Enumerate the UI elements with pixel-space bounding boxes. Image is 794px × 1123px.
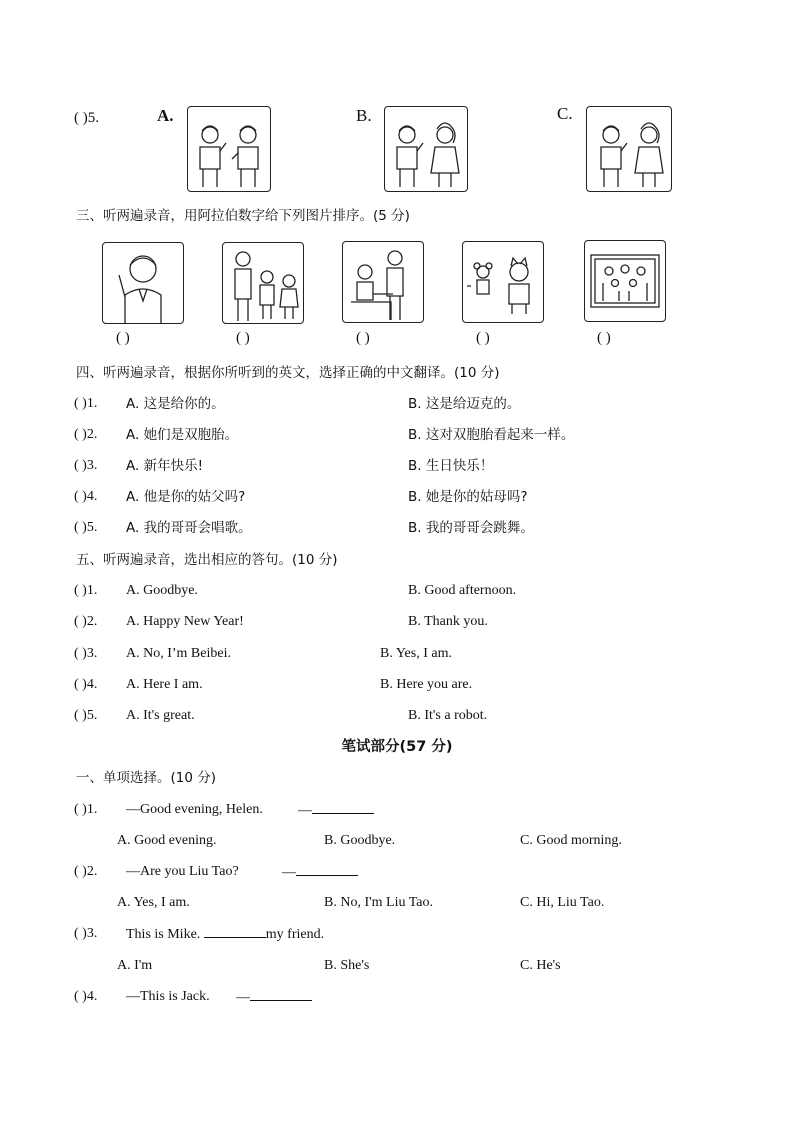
section3-image-1-boy-waving[interactable] [102,242,184,324]
section5-q3-option-a: A. No, I’m Beibei. [126,646,231,661]
written-q3-stem-pre: This is Mike. [126,927,201,942]
section3-image-2-man-with-children[interactable] [222,242,304,324]
written-q1-number[interactable]: ( )1. [74,802,98,817]
written-q1-answer-line[interactable] [298,801,374,820]
section4-q2-option-b: B. 这对双胞胎看起来一样。 [408,427,575,443]
written-q3-number[interactable]: ( )3. [74,926,98,941]
section4-q1-number[interactable]: ( )1. [74,396,98,411]
section5-q5-option-a: A. It's great. [126,708,195,723]
written-q3-stem [126,925,324,944]
written-q4-number[interactable]: ( )4. [74,989,98,1004]
q5-number: ( )5. [74,110,99,126]
section5-q1-number[interactable]: ( )1. [74,583,98,598]
section4-q4-option-a: A. 他是你的姑父吗? [126,489,246,505]
section3-image-5-family-photo[interactable] [584,240,666,322]
q5-image-b-boy-and-girl[interactable] [384,106,468,192]
written-q4-stem: —This is Jack. [126,989,210,1004]
written-q2-number[interactable]: ( )2. [74,864,98,879]
q5-image-c-boy-and-girl[interactable] [586,106,672,192]
written-q3-blank[interactable] [204,925,266,938]
written-q4-blank[interactable] [250,988,312,1001]
written-q3-option-a: A. I'm [117,958,153,973]
written-q4-answer-line[interactable] [236,988,312,1007]
written-q3-option-c: C. He's [520,958,561,973]
section4-q5-option-b: B. 我的哥哥会跳舞。 [408,520,534,536]
written-q2-stem: —Are you Liu Tao? [126,864,239,879]
section5-title: 五、听两遍录音，选出相应的答句。(10 分) [76,552,338,568]
section5-q5-option-b: B. It's a robot. [408,708,488,723]
written-q1-stem: —Good evening, Helen. [126,802,263,817]
q5-option-c-label: C. [557,104,573,123]
written-q1-dash: — [298,803,312,818]
section4-q5-option-a: A. 我的哥哥会唱歌。 [126,520,252,536]
section5-q2-option-b: B. Thank you. [408,614,488,629]
section5-q4-number[interactable]: ( )4. [74,677,98,692]
section4-q3-option-b: B. 生日快乐！ [408,458,494,474]
written-q2-option-a: A. Yes, I am. [117,895,190,910]
section5-q1-option-b: B. Good afternoon. [408,583,517,598]
section5-q1-option-a: A. Goodbye. [126,583,198,598]
section3-title: 三、听两遍录音，用阿拉伯数字给下列图片排序。(5 分) [76,208,410,224]
section3-paren-5[interactable]: ( ) [597,330,611,346]
written-q2-option-b: B. No, I'm Liu Tao. [324,895,433,910]
written-section1-title: 一、单项选择。(10 分) [76,770,217,786]
q5-image-a-two-boys[interactable] [187,106,271,192]
section5-q5-number[interactable]: ( )5. [74,708,98,723]
written-q2-dash: — [282,865,296,880]
section3-image-4-mouse-and-cat[interactable] [462,241,544,323]
section4-q1-option-b: B. 这是给迈克的。 [408,396,521,412]
section4-q2-number[interactable]: ( )2. [74,427,98,442]
written-part-title: 笔试部分(57 分) [341,739,453,755]
section3-image-3-teacher-and-student[interactable] [342,241,424,323]
section4-q5-number[interactable]: ( )5. [74,520,98,535]
written-q2-blank[interactable] [296,863,358,876]
section3-paren-2[interactable]: ( ) [236,330,250,346]
section4-q3-option-a: A. 新年快乐! [126,458,203,474]
section4-title: 四、听两遍录音，根据你所听到的英文，选择正确的中文翻译。(10 分) [76,365,500,381]
written-q3-stem-post: my friend. [265,927,325,942]
written-q1-option-a: A. Good evening. [117,833,217,848]
section5-q3-number[interactable]: ( )3. [74,646,98,661]
section5-q2-number[interactable]: ( )2. [74,614,98,629]
section3-paren-3[interactable]: ( ) [356,330,370,346]
section5-q4-option-a: A. Here I am. [126,677,203,692]
section4-q4-option-b: B. 她是你的姑母吗? [408,489,528,505]
written-q1-option-b: B. Goodbye. [324,833,396,848]
written-q3-option-b: B. She's [324,958,370,973]
section4-q2-option-a: A. 她们是双胞胎。 [126,427,239,443]
section4-q3-number[interactable]: ( )3. [74,458,98,473]
written-q4-dash: — [236,990,250,1005]
section4-q4-number[interactable]: ( )4. [74,489,98,504]
q5-option-a-label: A. [157,106,174,125]
section5-q2-option-a: A. Happy New Year! [126,614,244,629]
section5-q4-option-b: B. Here you are. [380,677,473,692]
section4-q1-option-a: A. 这是给你的。 [126,396,225,412]
q5-option-b-label: B. [356,106,372,125]
section3-paren-1[interactable]: ( ) [116,330,130,346]
written-q1-option-c: C. Good morning. [520,833,622,848]
written-q2-answer-line[interactable] [282,863,358,882]
written-q2-option-c: C. Hi, Liu Tao. [520,895,605,910]
section5-q3-option-b: B. Yes, I am. [380,646,452,661]
section3-paren-4[interactable]: ( ) [476,330,490,346]
written-q1-blank[interactable] [312,801,374,814]
